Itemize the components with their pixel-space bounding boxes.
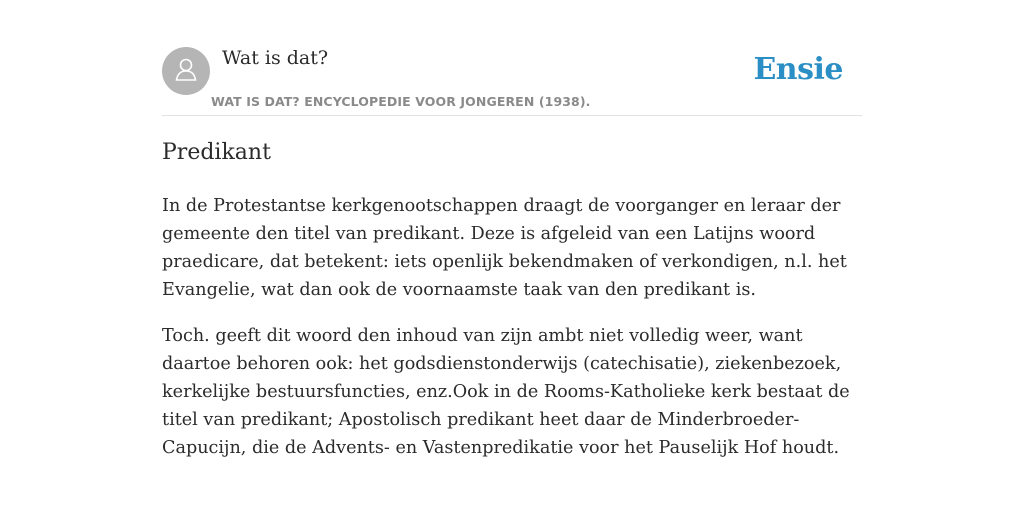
ensie-logo[interactable]: Ensie xyxy=(753,52,843,87)
article-body xyxy=(162,192,862,480)
source-subtitle: WAT IS DAT? ENCYCLOPEDIE VOOR JONGEREN (1938). xyxy=(211,94,591,109)
article-title: Predikant xyxy=(162,140,271,165)
source-avatar[interactable] xyxy=(162,47,210,95)
source-header xyxy=(162,44,862,116)
user-icon xyxy=(171,54,201,89)
source-name-link[interactable]: Wat is dat? xyxy=(222,47,329,69)
article-paragraph: In de Protestantse kerkgenootschappen draagt de voorganger en leraar der gemeente den titel van predikant. Deze is afgeleid van een Latijns woord praedicare, dat betekent: iets openlijk bekendmaken of verkondigen, n.l. het Evangelie, wat dan ook de voornaamste taak van den predikant is. xyxy=(162,196,847,300)
article-paragraph: Toch. geeft dit woord den inhoud van zijn ambt niet volledig weer, want daartoe behoren ook: het godsdienstonderwijs (catechisatie), ziekenbezoek, kerkelijke bestuursfuncties, enz.Ook in de Rooms-Katholieke kerk bestaat de titel van predikant; Apostolisch predikant heet daar de Minderbroeder-Capucijn, die de Advents- en Vastenpredikatie voor het Pauselijk Hof houdt. xyxy=(162,326,850,458)
